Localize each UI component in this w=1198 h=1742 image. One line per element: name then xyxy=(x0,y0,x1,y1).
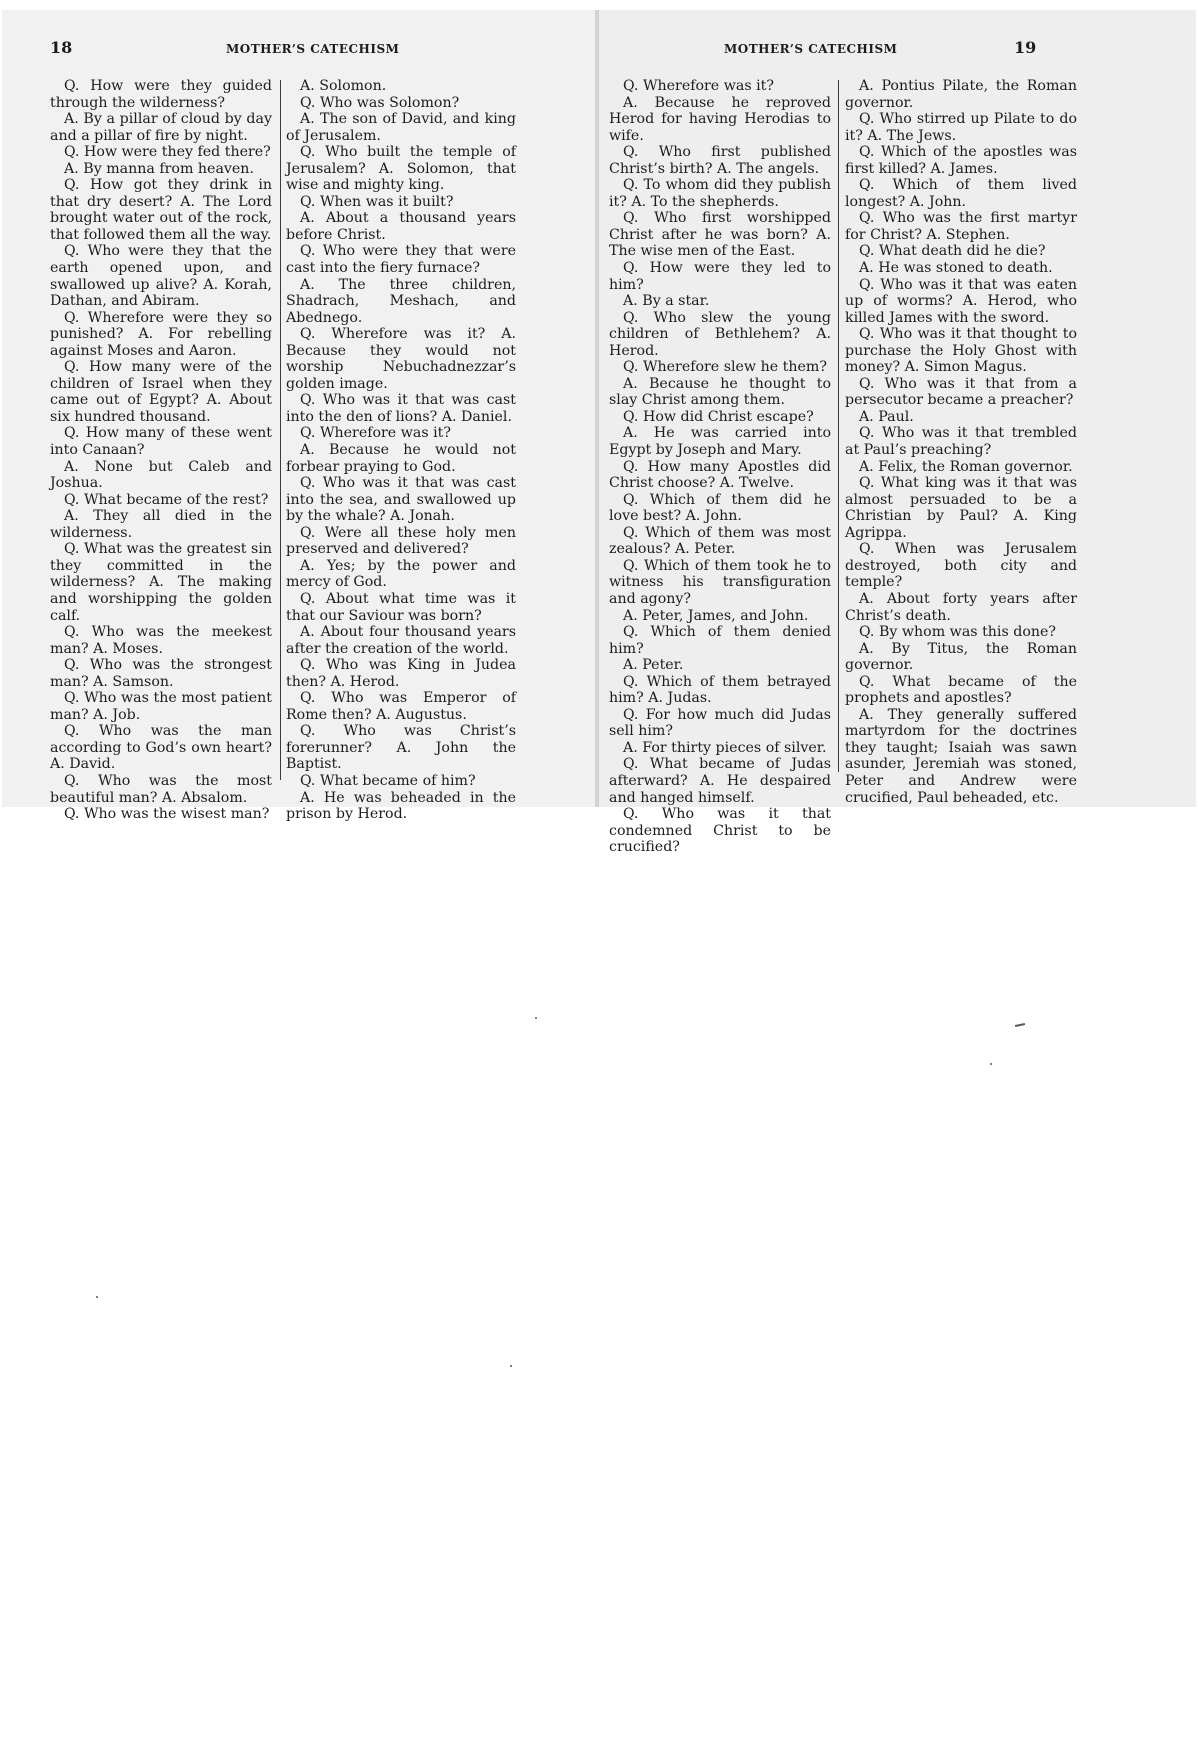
catechism-paragraph: A. Yes; by the power and mercy of God. xyxy=(286,557,516,591)
book-spread xyxy=(0,0,1198,856)
catechism-paragraph: Q. What king was it that was almost persuaded to be a Christian by Paul? A. King Agrippa. xyxy=(845,475,1077,541)
catechism-paragraph: Q. What death did he die? xyxy=(859,243,1046,260)
catechism-paragraph: Q. Who was it that was cast into the sea, and swallowed up by the whale? A. Jonah. xyxy=(286,475,516,525)
catechism-paragraph: A. Felix, the Roman governor. xyxy=(859,458,1073,475)
catechism-paragraph: Q. Wherefore slew he them? xyxy=(623,359,827,376)
catechism-paragraph: Q. Who was it that condemned Christ to be crucified? xyxy=(609,806,831,856)
catechism-paragraph: A. Because he thought to slay Christ among them. xyxy=(609,375,831,409)
catechism-paragraph: Q. Who was the wisest man? xyxy=(64,806,270,823)
catechism-paragraph: A. By a pillar of cloud by day and a pillar of fire by night. xyxy=(50,111,272,144)
column-rule xyxy=(838,80,839,772)
catechism-paragraph: Q. When was it built? xyxy=(300,193,454,210)
catechism-paragraph: Q. How were they guided through the wilderness? xyxy=(50,78,272,111)
catechism-paragraph: Q. Wherefore was it? xyxy=(623,78,774,94)
catechism-paragraph: A. Peter, James, and John. xyxy=(623,607,809,624)
catechism-paragraph: Q. Who first published Christ’s birth? A. The angels. xyxy=(609,144,831,177)
catechism-paragraph: Q. Which of them lived longest? A. John. xyxy=(845,177,1077,210)
catechism-paragraph: Q. Who was the strongest man? A. Samson. xyxy=(50,657,272,690)
catechism-paragraph: A. About a thousand years before Christ. xyxy=(286,210,516,243)
page-number: 19 xyxy=(1014,38,1037,57)
catechism-paragraph: A. Solomon. xyxy=(300,78,387,94)
catechism-paragraph: Q. Who slew the young children of Bethlehem? A. Herod. xyxy=(609,309,831,359)
left-page xyxy=(2,10,596,823)
catechism-paragraph: Q. For how much did Judas sell him? xyxy=(609,706,831,740)
catechism-paragraph: Q. Who was it that trembled at Paul’s preaching? xyxy=(845,425,1077,459)
catechism-paragraph: Q. Which of them was most zealous? A. Peter. xyxy=(609,524,831,558)
catechism-paragraph: Q. How did Christ escape? xyxy=(623,408,814,425)
catechism-paragraph: Q. About what time was it that our Saviour was born? xyxy=(286,590,516,624)
catechism-paragraph: Q. Who was it that from a persecutor became a preacher? xyxy=(845,375,1077,409)
page-number: 18 xyxy=(50,38,73,57)
catechism-paragraph: Q. Who was the first martyr for Christ? A. Stephen. xyxy=(845,210,1077,243)
catechism-paragraph: A. Peter. xyxy=(623,657,684,674)
catechism-paragraph: Q. By whom was this done? xyxy=(859,624,1057,641)
catechism-paragraph: Q. Which of them betrayed him? A. Judas. xyxy=(609,673,831,707)
scan-speck xyxy=(535,1017,537,1019)
catechism-paragraph: A. They all died in the wilderness. xyxy=(50,508,272,541)
catechism-paragraph: A. He was carried into Egypt by Joseph and Mary. xyxy=(609,425,831,459)
text-column xyxy=(286,78,516,823)
text-column xyxy=(50,78,272,823)
catechism-paragraph: Q. Were all these holy men preserved and delivered? xyxy=(286,524,516,558)
catechism-paragraph: Q. Who was the man according to God’s own heart? A. David. xyxy=(50,723,272,773)
catechism-paragraph: Q. How were they fed there? xyxy=(64,144,271,161)
catechism-paragraph: A. He was beheaded in the prison by Herod. xyxy=(286,789,516,823)
catechism-paragraph: A. Pontius Pilate, the Roman governor. xyxy=(845,78,1077,111)
catechism-paragraph: Q. How got they drink in that dry desert? A. The Lord brought water out of the rock, that followed them all the way. xyxy=(50,177,272,243)
catechism-paragraph: Q. Who were they that the earth opened upon, and swallowed up alive? A. Korah, Dathan, and Abiram. xyxy=(50,243,272,310)
catechism-paragraph: Q. Wherefore was it? A. Because they would not worship Nebuchadnezzar’s golden image. xyxy=(286,326,516,392)
catechism-paragraph: A. For thirty pieces of silver. xyxy=(623,739,827,756)
running-head: MOTHER’S CATECHISM xyxy=(724,42,898,56)
catechism-paragraph: Q. Who were they that were cast into the fiery furnace? xyxy=(286,243,516,277)
catechism-paragraph: A. By Titus, the Roman governor. xyxy=(845,640,1077,674)
catechism-paragraph: Q. Wherefore was it? xyxy=(300,425,451,442)
catechism-paragraph: A. The son of David, and king of Jerusalem. xyxy=(286,111,516,144)
scan-mark xyxy=(1015,1023,1025,1027)
catechism-paragraph: Q. Who was Emperor of Rome then? A. Augustus. xyxy=(286,690,516,723)
catechism-paragraph: Q. What was the greatest sin they committed in the wilderness? A. The making and worshipping the golden calf. xyxy=(50,541,272,624)
catechism-paragraph: Q. Who was it that was cast into the den of lions? A. Daniel. xyxy=(286,392,516,425)
catechism-paragraph: A. Paul. xyxy=(859,408,914,425)
catechism-paragraph: Q. When was Jerusalem destroyed, both city and temple? xyxy=(845,541,1077,591)
right-page xyxy=(598,10,1196,856)
catechism-paragraph: Q. How many were of the children of Israel when they came out of Egypt? A. About six hundred thousand. xyxy=(50,359,272,425)
catechism-paragraph: Q. Which of them denied him? xyxy=(609,624,831,657)
catechism-paragraph: Q. Which of them did he love best? A. John. xyxy=(609,491,831,525)
catechism-paragraph: A. About forty years after Christ’s death. xyxy=(845,590,1077,624)
catechism-paragraph: Q. Which of them took he to witness his transfiguration and agony? xyxy=(609,557,831,607)
catechism-paragraph: Q. Wherefore were they so punished? A. For rebelling against Moses and Aaron. xyxy=(50,309,272,359)
catechism-paragraph: Q. To whom did they publish it? A. To the shepherds. xyxy=(609,177,831,210)
catechism-paragraph: A. About four thousand years after the creation of the world. xyxy=(286,624,516,657)
catechism-paragraph: A. He was stoned to death. xyxy=(859,260,1053,277)
catechism-paragraph: A. Because he reproved Herod for having Herodias to wife. xyxy=(609,94,831,144)
scan-speck xyxy=(510,1365,512,1367)
catechism-paragraph: Q. Who was the most beautiful man? A. Absalom. xyxy=(50,772,272,806)
catechism-paragraph: A. By a star. xyxy=(623,293,710,310)
catechism-paragraph: Q. Who built the temple of Jerusalem? A. Solomon, that wise and mighty king. xyxy=(286,144,516,194)
text-column xyxy=(845,78,1077,806)
scan-speck xyxy=(990,1063,992,1065)
scan-speck xyxy=(96,1296,98,1298)
catechism-paragraph: Q. Who was Christ’s forerunner? A. John the Baptist. xyxy=(286,723,516,773)
catechism-paragraph: Q. Who was King in Judea then? A. Herod. xyxy=(286,657,516,690)
catechism-paragraph: Q. How were they led to him? xyxy=(609,260,831,293)
catechism-paragraph: Q. Who was the meekest man? A. Moses. xyxy=(50,624,272,657)
catechism-paragraph: Q. Who first worshipped Christ after he was born? A. The wise men of the East. xyxy=(609,210,831,260)
catechism-paragraph: A. They generally suffered martyrdom for the doctrines they taught; Isaiah was sawn asunder, Jeremiah was stoned, Peter and Andrew were crucified, Paul beheaded, etc. xyxy=(845,706,1077,806)
catechism-paragraph: Q. How many Apostles did Christ choose? A. Twelve. xyxy=(609,458,831,492)
catechism-paragraph: Q. Who was it that thought to purchase the Holy Ghost with money? A. Simon Magus. xyxy=(845,326,1077,376)
column-rule xyxy=(280,80,281,780)
catechism-paragraph: A. Because he would not forbear praying to God. xyxy=(286,442,516,475)
running-head: MOTHER’S CATECHISM xyxy=(226,42,400,56)
catechism-paragraph: Q. How many of these went into Canaan? xyxy=(50,425,272,459)
catechism-paragraph: Q. What became of the rest? xyxy=(64,491,269,508)
catechism-paragraph: Q. What became of Judas afterward? A. He despaired and hanged himself. xyxy=(609,756,831,806)
catechism-paragraph: Q. Who was it that was eaten up of worms? A. Herod, who killed James with the sword. xyxy=(845,276,1077,326)
catechism-paragraph: Q. Who was the most patient man? A. Job. xyxy=(50,690,272,723)
catechism-paragraph: A. The three children, Shadrach, Meshach, and Abednego. xyxy=(286,276,516,326)
catechism-paragraph: Q. Which of the apostles was first killed? A. James. xyxy=(845,144,1077,177)
catechism-paragraph: Q. What became of him? xyxy=(300,772,476,789)
catechism-paragraph: Q. What became of the prophets and apostles? xyxy=(845,673,1077,707)
catechism-paragraph: A. By manna from heaven. xyxy=(64,160,254,177)
catechism-paragraph: Q. Who stirred up Pilate to do it? A. The Jews. xyxy=(845,111,1077,144)
catechism-paragraph: Q. Who was Solomon? xyxy=(300,94,460,111)
text-column xyxy=(609,78,831,856)
catechism-paragraph: A. None but Caleb and Joshua. xyxy=(50,458,272,492)
